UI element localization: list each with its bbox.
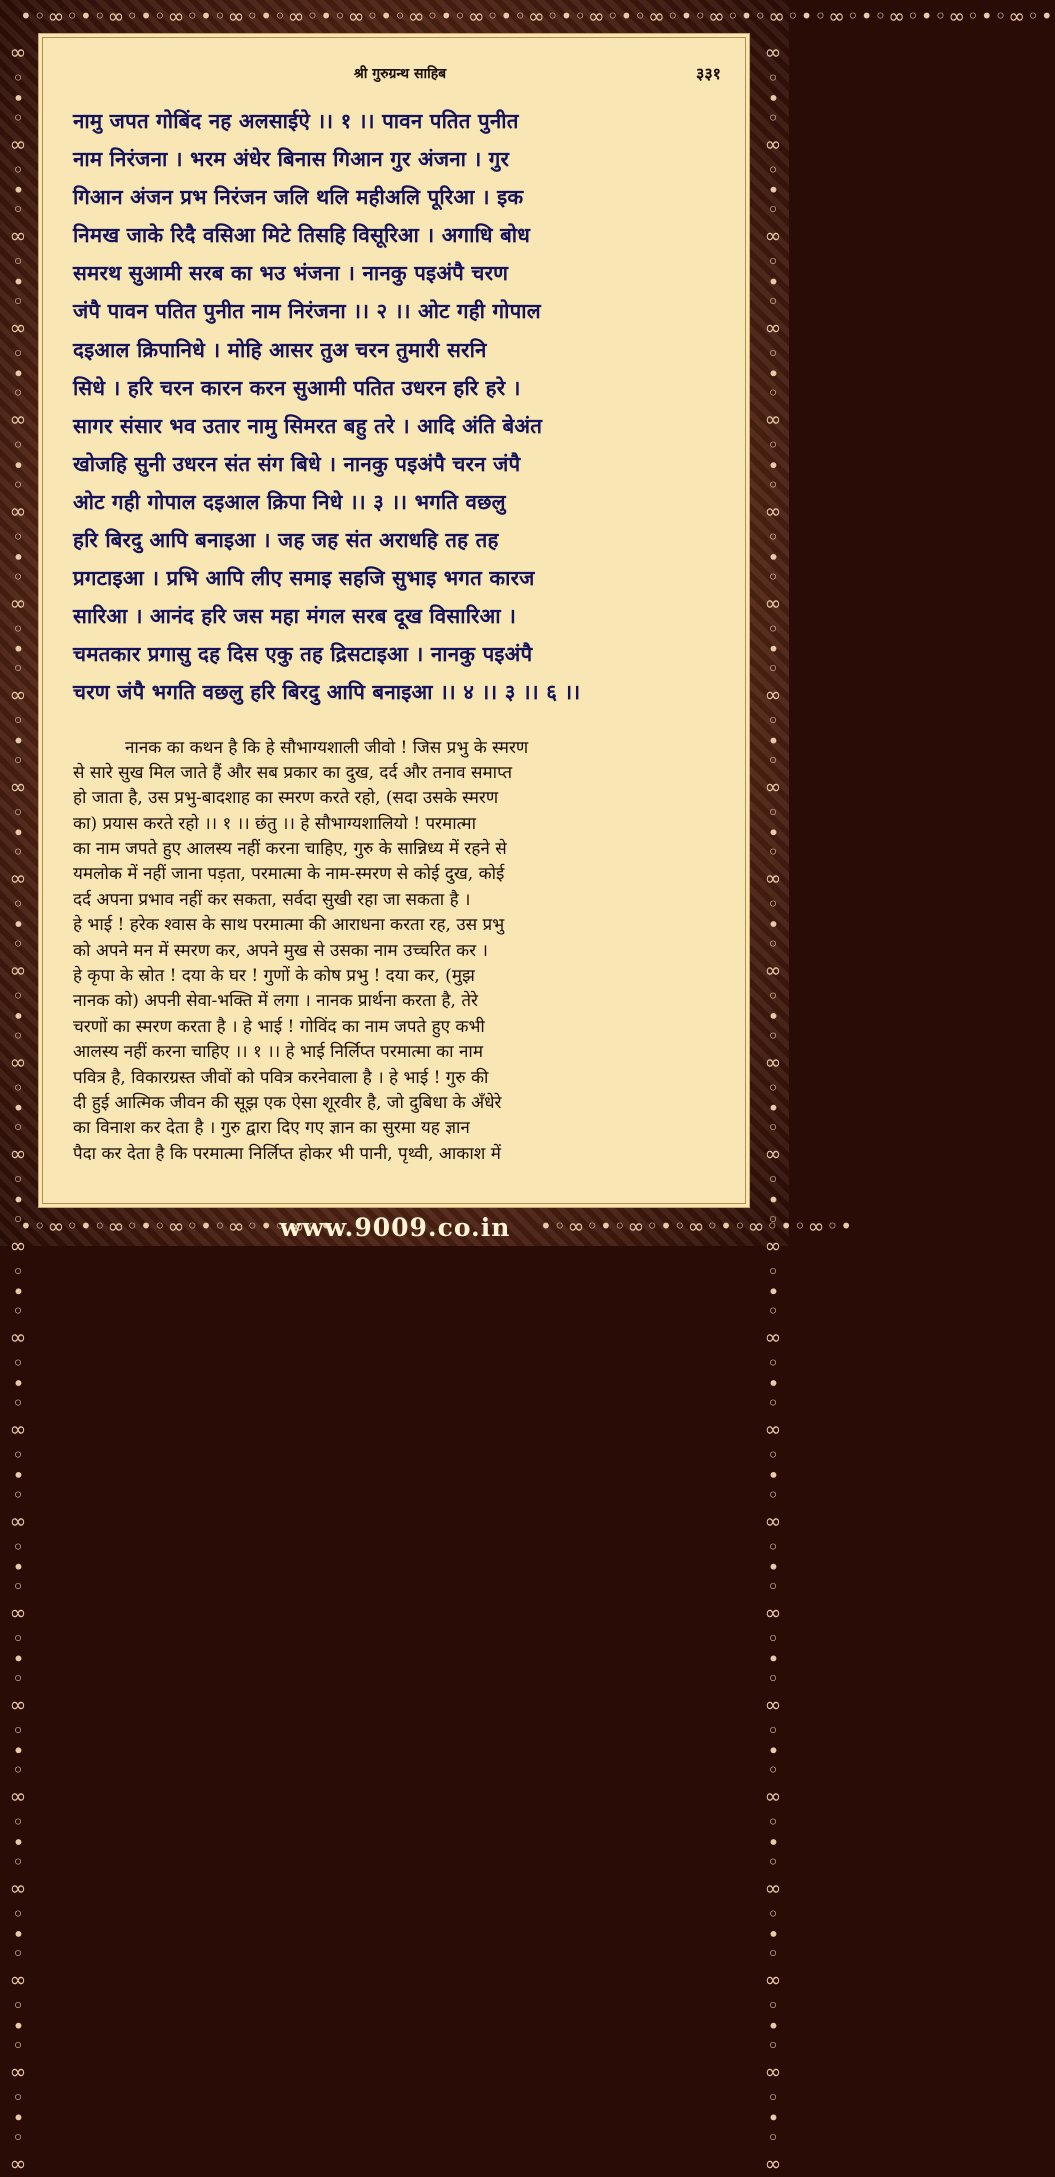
page-number: ३३१ (696, 64, 721, 83)
commentary-line: को अपने मन में स्मरण कर, अपने मुख से उसका नाम उच्चरित कर । (73, 940, 488, 961)
top-ornament-border: •◦∞◦•◦∞◦•◦∞◦•◦∞◦•◦∞◦•◦∞◦•◦∞◦•◦∞◦•◦∞◦•◦∞◦•◦∞◦•◦∞◦•◦∞◦•◦∞◦•◦∞◦•◦∞◦•◦∞◦• (20, 4, 1055, 28)
scripture-page (38, 33, 750, 1208)
verse-line: जंपै पावन पतित पुनीत नाम निरंजना ।। २ ।। ओट गही गोपाल (73, 299, 541, 324)
verse-line: निमख जाके रिदै वसिआ मिटे तिसहि विसूरिआ । अगाधि बोध (73, 223, 531, 248)
gurbani-verse-block (73, 102, 727, 712)
verse-line: समरथ सुआमी सरब का भउ भंजना । नानकु पइअंपै चरण (73, 261, 509, 286)
commentary-line: दी हुई आत्मिक जीवन की सूझ एक ऐसा शूरवीर है, जो दुबिधा के अँधेरे (73, 1092, 502, 1113)
verse-line: गिआन अंजन प्रभ निरंजन जलि थलि महीअलि पूरिआ । इक (73, 185, 524, 210)
commentary-line: आलस्य नहीं करना चाहिए ।। १ ।। हे भाई निर्लिप्त परमात्मा का नाम (73, 1042, 483, 1063)
left-ornament-border: ∞◦•◦∞◦•◦∞◦•◦∞◦•◦∞◦•◦∞◦•◦∞◦•◦∞◦•◦∞◦•◦∞◦•◦∞◦•◦∞◦•◦∞◦•◦∞◦•◦∞◦•◦∞◦•◦∞◦•◦∞◦•◦∞◦•◦∞◦•◦∞◦•◦∞◦•◦∞◦•◦∞ (6, 40, 30, 2177)
page-title: श्री गुरुग्रन्थ साहिब (353, 66, 447, 82)
bottom-left-ornament-border: •◦∞◦•◦∞◦•◦∞◦•◦∞◦•◦∞◦• (20, 1214, 335, 1238)
verse-line: सागर संसार भव उतार नामु सिमरत बहु तरे । आदि अंति बेअंत (73, 413, 543, 438)
verse-line: नाम निरंजना । भरम अंधेर बिनास गिआन गुर अंजना । गुर (73, 147, 510, 172)
bottom-right-ornament-border: •◦∞◦•◦∞◦•◦∞◦•◦∞◦•◦∞◦• (540, 1214, 855, 1238)
commentary-line: दर्द अपना प्रभाव नहीं कर सकता, सर्वदा सुखी रहा जा सकता है । (73, 889, 471, 910)
page-header (73, 60, 727, 96)
commentary-line: पैदा कर देता है कि परमात्मा निर्लिप्त होकर भी पानी, पृथ्वी, आकाश में (73, 1143, 501, 1164)
commentary-line: यमलोक में नहीं जाना पड़ता, परमात्मा के नाम-स्मरण से कोई दुख, कोई (73, 864, 505, 885)
commentary-line: का नाम जपते हुए आलस्य नहीं करना चाहिए, गुरु के सान्निध्य में रहने से (73, 839, 507, 860)
commentary-line: हो जाता है, उस प्रभु-बादशाह का स्मरण करते रहो, (सदा उसके स्मरण (73, 788, 499, 809)
commentary-line: का विनाश कर देता है । गुरु द्वारा दिए गए ज्ञान का सुरमा यह ज्ञान (73, 1118, 470, 1139)
verse-line: दइआल क्रिपानिधे । मोहि आसर तुअ चरन तुमारी सरनि (73, 337, 487, 362)
verse-line: चरण जंपै भगति वछलु हरि बिरदु आपि बनाइआ ।। ४ ।। ३ ।। ६ ।। (73, 680, 581, 705)
verse-line: हरि बिरदु आपि बनाइआ । जह जह संत अराधहि तह तह (73, 528, 499, 553)
verse-line: खोजहि सुनी उधरन संत संग बिधे । नानकु पइअंपै चरन जंपै (73, 451, 521, 476)
website-link[interactable]: www.9009.co.in (279, 1213, 511, 1242)
verse-line: नामु जपत गोबिंद नह अलसाईऐ ।। १ ।। पावन पतित पुनीत (73, 109, 519, 133)
commentary-line: पवित्र है, विकारग्रस्त जीवों को पवित्र करनेवाला है । हे भाई ! गुरु की (73, 1067, 489, 1088)
commentary-line: चरणों का स्मरण करता है । हे भाई ! गोविंद का नाम जपते हुए कभी (73, 1016, 485, 1037)
commentary-line: से सारे सुख मिल जाते हैं और सब प्रकार का दुख, दर्द और तनाव समाप्त (73, 762, 513, 783)
commentary-line: का) प्रयास करते रहो ।। १ ।। छंतु ।। हे सौभाग्यशालियो ! परमात्मा (73, 813, 476, 834)
commentary-line: नानक का कथन है कि हे सौभाग्यशाली जीवो ! जिस प्रभु के स्मरण (125, 737, 529, 758)
commentary-line: नानक को) अपनी सेवा-भक्ति में लगा । नानक प्रार्थना करता है, तेरे (73, 991, 478, 1012)
verse-line: ओट गही गोपाल दइआल क्रिपा निधे ।। ३ ।। भगति वछलु (73, 489, 506, 514)
right-ornament-border: ∞◦•◦∞◦•◦∞◦•◦∞◦•◦∞◦•◦∞◦•◦∞◦•◦∞◦•◦∞◦•◦∞◦•◦∞◦•◦∞◦•◦∞◦•◦∞◦•◦∞◦•◦∞◦•◦∞◦•◦∞◦•◦∞◦•◦∞◦•◦∞◦•◦∞◦•◦∞◦•◦∞ (761, 40, 785, 2177)
verse-line: प्रगटाइआ । प्रभि आपि लीए समाइ सहजि सुभाइ भगत कारज (73, 566, 535, 591)
commentary-line: हे कृपा के स्रोत ! दया के घर ! गुणों के कोष प्रभु ! दया कर, (मुझ (73, 966, 475, 987)
verse-line: चमतकार प्रगासु दह दिस एकु तह द्रिसटाइआ । नानकु पइअंपै (73, 642, 533, 667)
verse-line: सिधे । हरि चरन कारन करन सुआमी पतित उधरन हरि हरे । (73, 375, 521, 400)
commentary-line: हे भाई ! हरेक श्वास के साथ परमात्मा की आराधना करता रह, उस प्रभु (73, 915, 505, 936)
commentary-block (73, 736, 727, 1168)
verse-line: सारिआ । आनंद हरि जस महा मंगल सरब दूख विसारिआ । (73, 604, 517, 629)
